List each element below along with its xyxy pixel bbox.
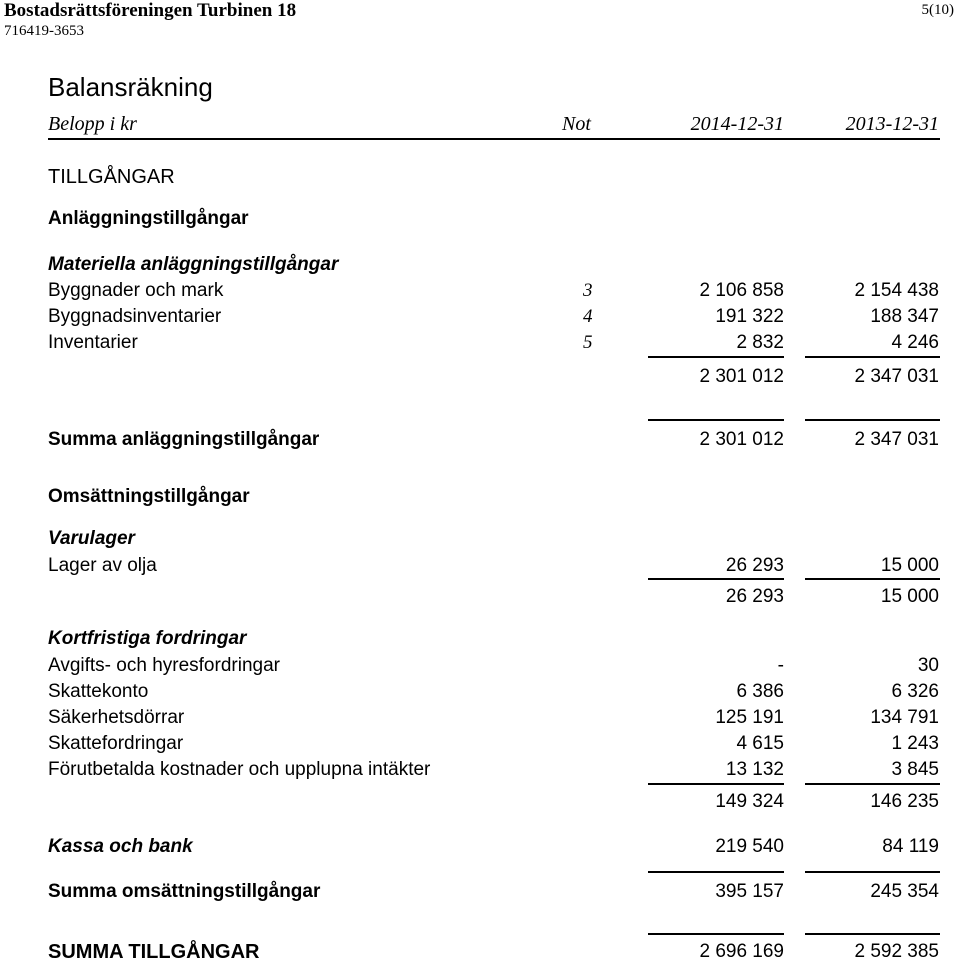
- row-label: Säkerhetsdörrar: [48, 707, 185, 728]
- subtotal-rule: [805, 356, 940, 358]
- subtotal-previous: 15 000: [880, 586, 939, 607]
- row-label: Skattefordringar: [48, 733, 184, 754]
- total-label: Summa omsättningstillgångar: [48, 881, 321, 902]
- subtotal-current: 149 324: [715, 791, 784, 812]
- row-label: Lager av olja: [48, 555, 157, 576]
- grand-total-label: SUMMA TILLGÅNGAR: [48, 941, 260, 963]
- page-title: Balansräkning: [48, 72, 213, 102]
- subtotal-current: 26 293: [725, 586, 784, 607]
- row-value-current: 219 540: [715, 836, 784, 857]
- row-value-previous: 4 246: [891, 332, 939, 353]
- row-value-previous: 30: [917, 655, 939, 676]
- total-current: 2 301 012: [699, 429, 784, 450]
- organization-name: Bostadsrättsföreningen Turbinen 18: [4, 0, 297, 21]
- subsection-heading: Materiella anläggningstillgångar: [48, 254, 339, 275]
- row-value-previous: 134 791: [870, 707, 939, 728]
- total-current: 395 157: [715, 881, 784, 902]
- row-value-current: 4 615: [736, 733, 784, 754]
- row-label: Inventarier: [48, 332, 138, 353]
- column-header-label: Belopp i kr: [48, 113, 137, 135]
- row-value-current: 2 106 858: [699, 280, 784, 301]
- row-note: 5: [583, 332, 593, 353]
- subtotal-rule: [648, 356, 784, 358]
- organization-number: 716419-3653: [4, 23, 84, 39]
- subtotal-previous: 146 235: [870, 791, 939, 812]
- subtotal-rule: [648, 578, 784, 580]
- subtotal-previous: 2 347 031: [854, 366, 939, 387]
- subtotal-rule: [805, 578, 940, 580]
- row-label: Byggnadsinventarier: [48, 306, 222, 327]
- total-previous: 2 347 031: [854, 429, 939, 450]
- row-value-previous: 6 326: [891, 681, 939, 702]
- row-label: Byggnader och mark: [48, 280, 224, 301]
- row-label: Kassa och bank: [48, 836, 193, 857]
- subsection-heading: Kortfristiga fordringar: [48, 628, 247, 649]
- row-label: Skattekonto: [48, 681, 149, 702]
- row-value-current: 191 322: [715, 306, 784, 327]
- total-rule: [648, 419, 784, 421]
- row-note: 3: [583, 280, 593, 301]
- row-value-current: 125 191: [715, 707, 784, 728]
- row-value-previous: 84 119: [882, 836, 939, 857]
- subtotal-rule: [805, 783, 940, 785]
- section-heading: TILLGÅNGAR: [48, 166, 175, 188]
- row-value-previous: 1 243: [891, 733, 939, 754]
- grand-total-current: 2 696 169: [699, 941, 784, 962]
- column-header-previous: 2013-12-31: [845, 113, 939, 135]
- column-header-current: 2014-12-31: [690, 113, 784, 135]
- row-value-current: 6 386: [736, 681, 784, 702]
- section-heading: Omsättningstillgångar: [48, 486, 250, 507]
- row-value-current: 2 832: [736, 332, 784, 353]
- row-label: Förutbetalda kostnader och upplupna intäkter: [48, 759, 431, 780]
- total-rule: [648, 871, 784, 873]
- total-label: Summa anläggningstillgångar: [48, 429, 320, 450]
- total-previous: 245 354: [870, 881, 939, 902]
- row-value-previous: 15 000: [880, 555, 939, 576]
- row-value-previous: 3 845: [891, 759, 939, 780]
- total-rule: [805, 871, 940, 873]
- row-value-previous: 2 154 438: [854, 280, 939, 301]
- subtotal-current: 2 301 012: [699, 366, 784, 387]
- section-heading: Anläggningstillgångar: [48, 208, 249, 229]
- column-header-note: Not: [562, 113, 591, 135]
- row-value-current: -: [777, 655, 784, 676]
- row-label: Avgifts- och hyresfordringar: [48, 655, 280, 676]
- grand-total-previous: 2 592 385: [854, 941, 939, 962]
- row-note: 4: [583, 306, 593, 327]
- header-divider: [48, 138, 940, 140]
- subtotal-rule: [648, 783, 784, 785]
- total-rule: [805, 419, 940, 421]
- page-number: 5(10): [921, 2, 954, 18]
- row-value-current: 13 132: [725, 759, 784, 780]
- subsection-heading: Varulager: [48, 528, 135, 549]
- grand-total-rule: [805, 933, 940, 935]
- grand-total-rule: [648, 933, 784, 935]
- row-value-current: 26 293: [725, 555, 784, 576]
- row-value-previous: 188 347: [870, 306, 939, 327]
